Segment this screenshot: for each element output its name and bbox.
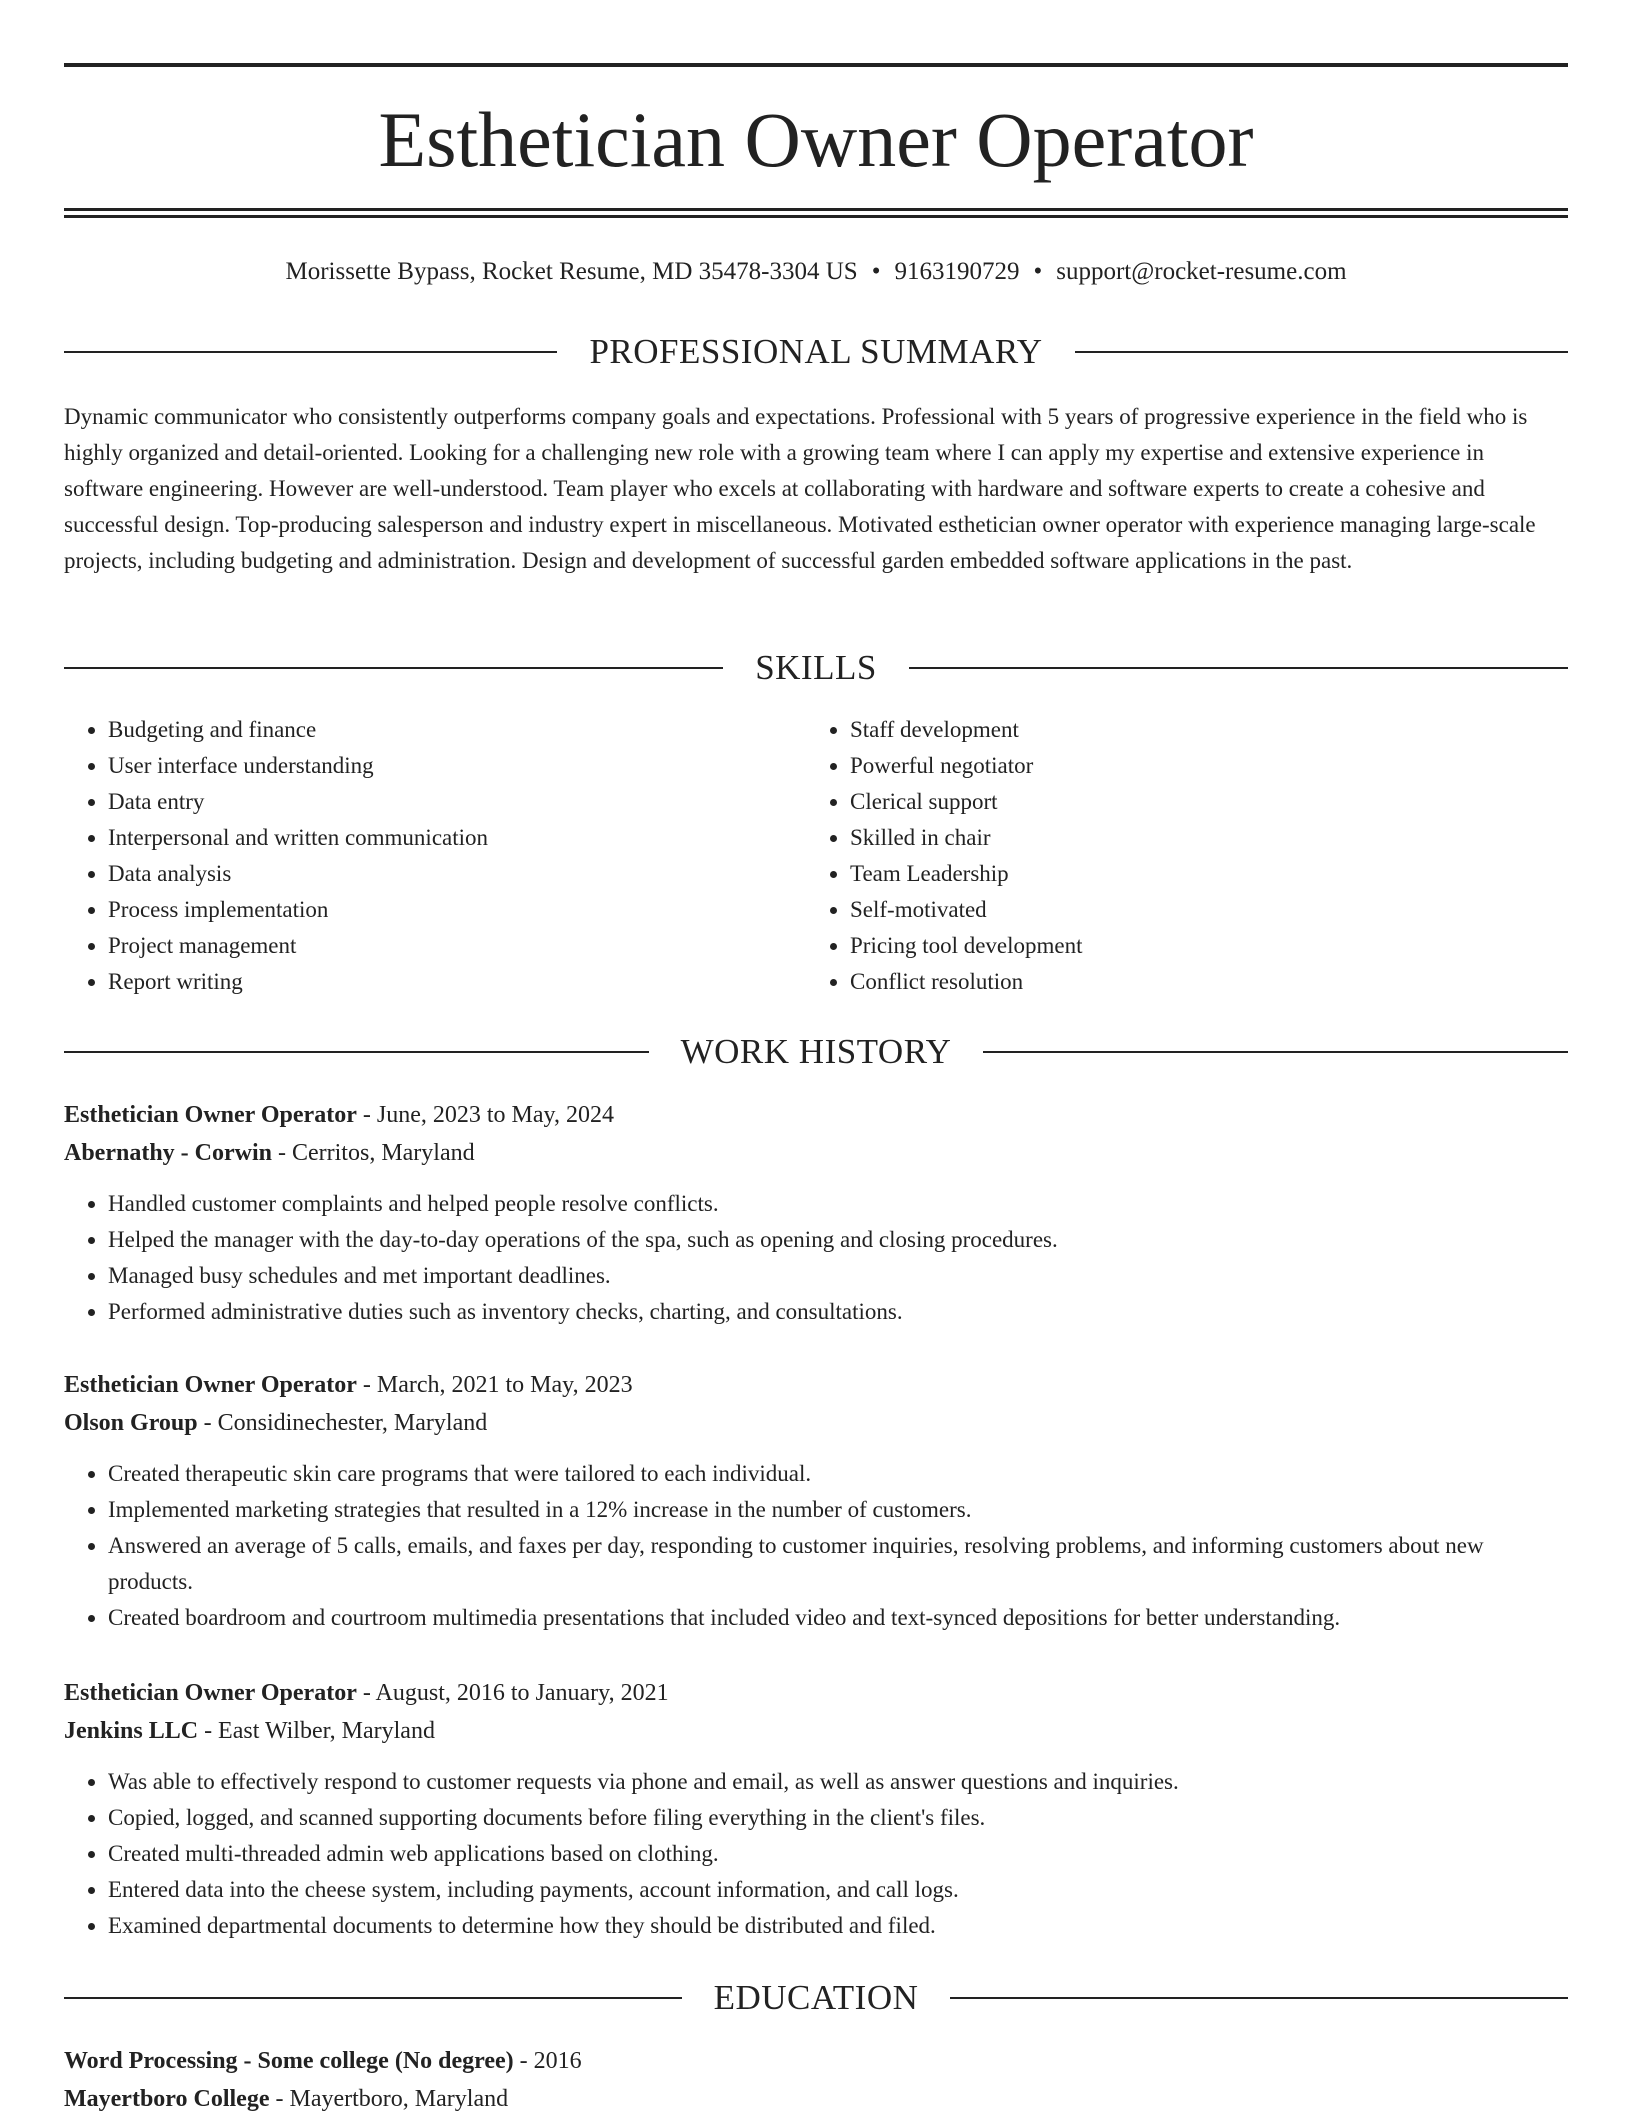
section-rule — [909, 667, 1568, 669]
skill-item: • Self-motivated — [850, 892, 1548, 928]
job-dates: - March, 2021 to May, 2023 — [356, 1372, 633, 1398]
job-dates: - August, 2016 to January, 2021 — [356, 1680, 669, 1706]
skill-item: • Project management — [108, 928, 806, 964]
skill-item: • Interpersonal and written communication — [108, 820, 806, 856]
job-bullet: • Managed busy schedules and met important deadlines. — [108, 1258, 1568, 1294]
job-bullet: • Examined departmental documents to determine how they should be distributed and filed. — [108, 1908, 1568, 1944]
skills-column-left — [64, 712, 806, 1000]
job-bullet: • Handled customer complaints and helped people resolve conflicts. — [108, 1186, 1568, 1222]
job-title-line — [64, 1096, 1568, 1134]
header-double-rule — [64, 208, 1568, 218]
education-location: - Mayertboro, Maryland — [269, 2086, 509, 2112]
skill-item: • Report writing — [108, 964, 806, 1000]
contact-email: support@rocket-resume.com — [1056, 258, 1347, 285]
section-rule — [64, 667, 723, 669]
job-company-line — [64, 1404, 1568, 1442]
contact-phone: 9163190729 — [894, 258, 1020, 285]
section-rule — [64, 351, 557, 353]
job-entry — [64, 1366, 1568, 1636]
section-rule — [64, 1051, 649, 1053]
resume-name: Esthetician Owner Operator — [378, 96, 1254, 183]
contact-separator: • — [1033, 258, 1043, 285]
skill-item: • Team Leadership — [850, 856, 1548, 892]
skill-item: • User interface understanding — [108, 748, 806, 784]
education-year: - 2016 — [513, 2048, 582, 2074]
header-top-rule — [64, 63, 1568, 67]
job-location: - Cerritos, Maryland — [272, 1140, 475, 1166]
skill-item: • Powerful negotiator — [850, 748, 1548, 784]
skill-item: • Data entry — [108, 784, 806, 820]
job-title: Esthetician Owner Operator — [64, 1102, 357, 1128]
skill-item: • Data analysis — [108, 856, 806, 892]
job-bullet: • Helped the manager with the day-to-day operations of the spa, such as opening and closing procedures. — [108, 1222, 1568, 1258]
skills-section-title: SKILLS — [755, 648, 877, 687]
section-rule — [64, 1997, 682, 1999]
education-school: Mayertboro College — [64, 2086, 270, 2112]
job-bullet: • Copied, logged, and scanned supporting documents before filing everything in the client's files. — [108, 1800, 1568, 1836]
skill-item: • Conflict resolution — [850, 964, 1548, 1000]
job-bullet: • Performed administrative duties such as inventory checks, charting, and consultations. — [108, 1294, 1568, 1330]
job-bullet: • Created boardroom and courtroom multimedia presentations that included video and text-synced depositions for better understanding. — [108, 1600, 1568, 1636]
section-rule — [983, 1051, 1568, 1053]
skill-item: • Budgeting and finance — [108, 712, 806, 748]
job-title: Esthetician Owner Operator — [64, 1372, 357, 1398]
job-bullet: • Entered data into the cheese system, including payments, account information, and call logs. — [108, 1872, 1568, 1908]
job-entry — [64, 1674, 1568, 1944]
job-company: Jenkins LLC — [64, 1718, 199, 1744]
skills-section-header — [64, 646, 1568, 690]
work-section-header — [64, 1030, 1568, 1074]
education-degree: Word Processing - Some college (No degree) — [64, 2048, 514, 2074]
job-bullet: • Created therapeutic skin care programs that were tailored to each individual. — [108, 1456, 1568, 1492]
skill-item: • Clerical support — [850, 784, 1548, 820]
skill-item: • Skilled in chair — [850, 820, 1548, 856]
job-company-line — [64, 1712, 1568, 1750]
skill-item: • Process implementation — [108, 892, 806, 928]
job-company: Abernathy - Corwin — [64, 1140, 272, 1166]
contact-line — [64, 254, 1568, 290]
job-title: Esthetician Owner Operator — [64, 1680, 357, 1706]
job-dates: - June, 2023 to May, 2024 — [356, 1102, 614, 1128]
job-location: - Considinechester, Maryland — [197, 1410, 488, 1436]
job-bullet: • Answered an average of 5 calls, emails, and faxes per day, responding to customer inquiries, resolving problems, and informing customers about new products. — [108, 1528, 1568, 1600]
job-company: Olson Group — [64, 1410, 198, 1436]
summary-section-header — [64, 330, 1568, 374]
education-degree-line — [64, 2042, 1568, 2080]
job-company-line — [64, 1134, 1568, 1172]
job-bullet: • Was able to effectively respond to customer requests via phone and email, as well as answer questions and inquiries. — [108, 1764, 1568, 1800]
section-rule — [1075, 351, 1568, 353]
summary-section-title: PROFESSIONAL SUMMARY — [589, 332, 1043, 371]
contact-separator: • — [871, 258, 881, 285]
skill-item: • Staff development — [850, 712, 1548, 748]
education-section-header — [64, 1976, 1568, 2020]
job-bullet: • Implemented marketing strategies that resulted in a 12% increase in the number of customers. — [108, 1492, 1568, 1528]
education-entry — [64, 2042, 1568, 2118]
section-rule — [950, 1997, 1568, 1999]
skill-item: • Pricing tool development — [850, 928, 1548, 964]
job-title-line — [64, 1366, 1568, 1404]
job-location: - East Wilber, Maryland — [198, 1718, 435, 1744]
summary-text: Dynamic communicator who consistently outperforms company goals and expectations. Professional with 5 years of progressive experience in the field who is highly organized and detail-oriented. Looking for a challenging new role with a growing team where I can apply my expertise and extensive experience in software engineering. However are well-understood. Team player who excels at collaborating with hardware and software experts to create a cohesive and successful design. Top-producing salesperson and industry expert in miscellaneous. Motivated esthetician owner operator with experience managing large-scale projects, including budgeting and administration. Design and development of successful garden embedded software applications in the past. — [64, 404, 1536, 573]
skills-list — [64, 712, 1568, 1000]
education-school-line — [64, 2080, 1568, 2118]
job-bullets — [64, 1764, 1568, 1944]
work-section-title: WORK HISTORY — [680, 1032, 952, 1071]
contact-address: Morissette Bypass, Rocket Resume, MD 35478-3304 US — [285, 258, 858, 285]
job-bullets — [64, 1186, 1568, 1330]
skills-column-right — [806, 712, 1548, 1000]
education-section-title: EDUCATION — [713, 1978, 919, 2017]
job-bullet: • Created multi-threaded admin web applications based on clothing. — [108, 1836, 1568, 1872]
job-title-line — [64, 1674, 1568, 1712]
job-bullets — [64, 1456, 1568, 1636]
job-entry — [64, 1096, 1568, 1330]
